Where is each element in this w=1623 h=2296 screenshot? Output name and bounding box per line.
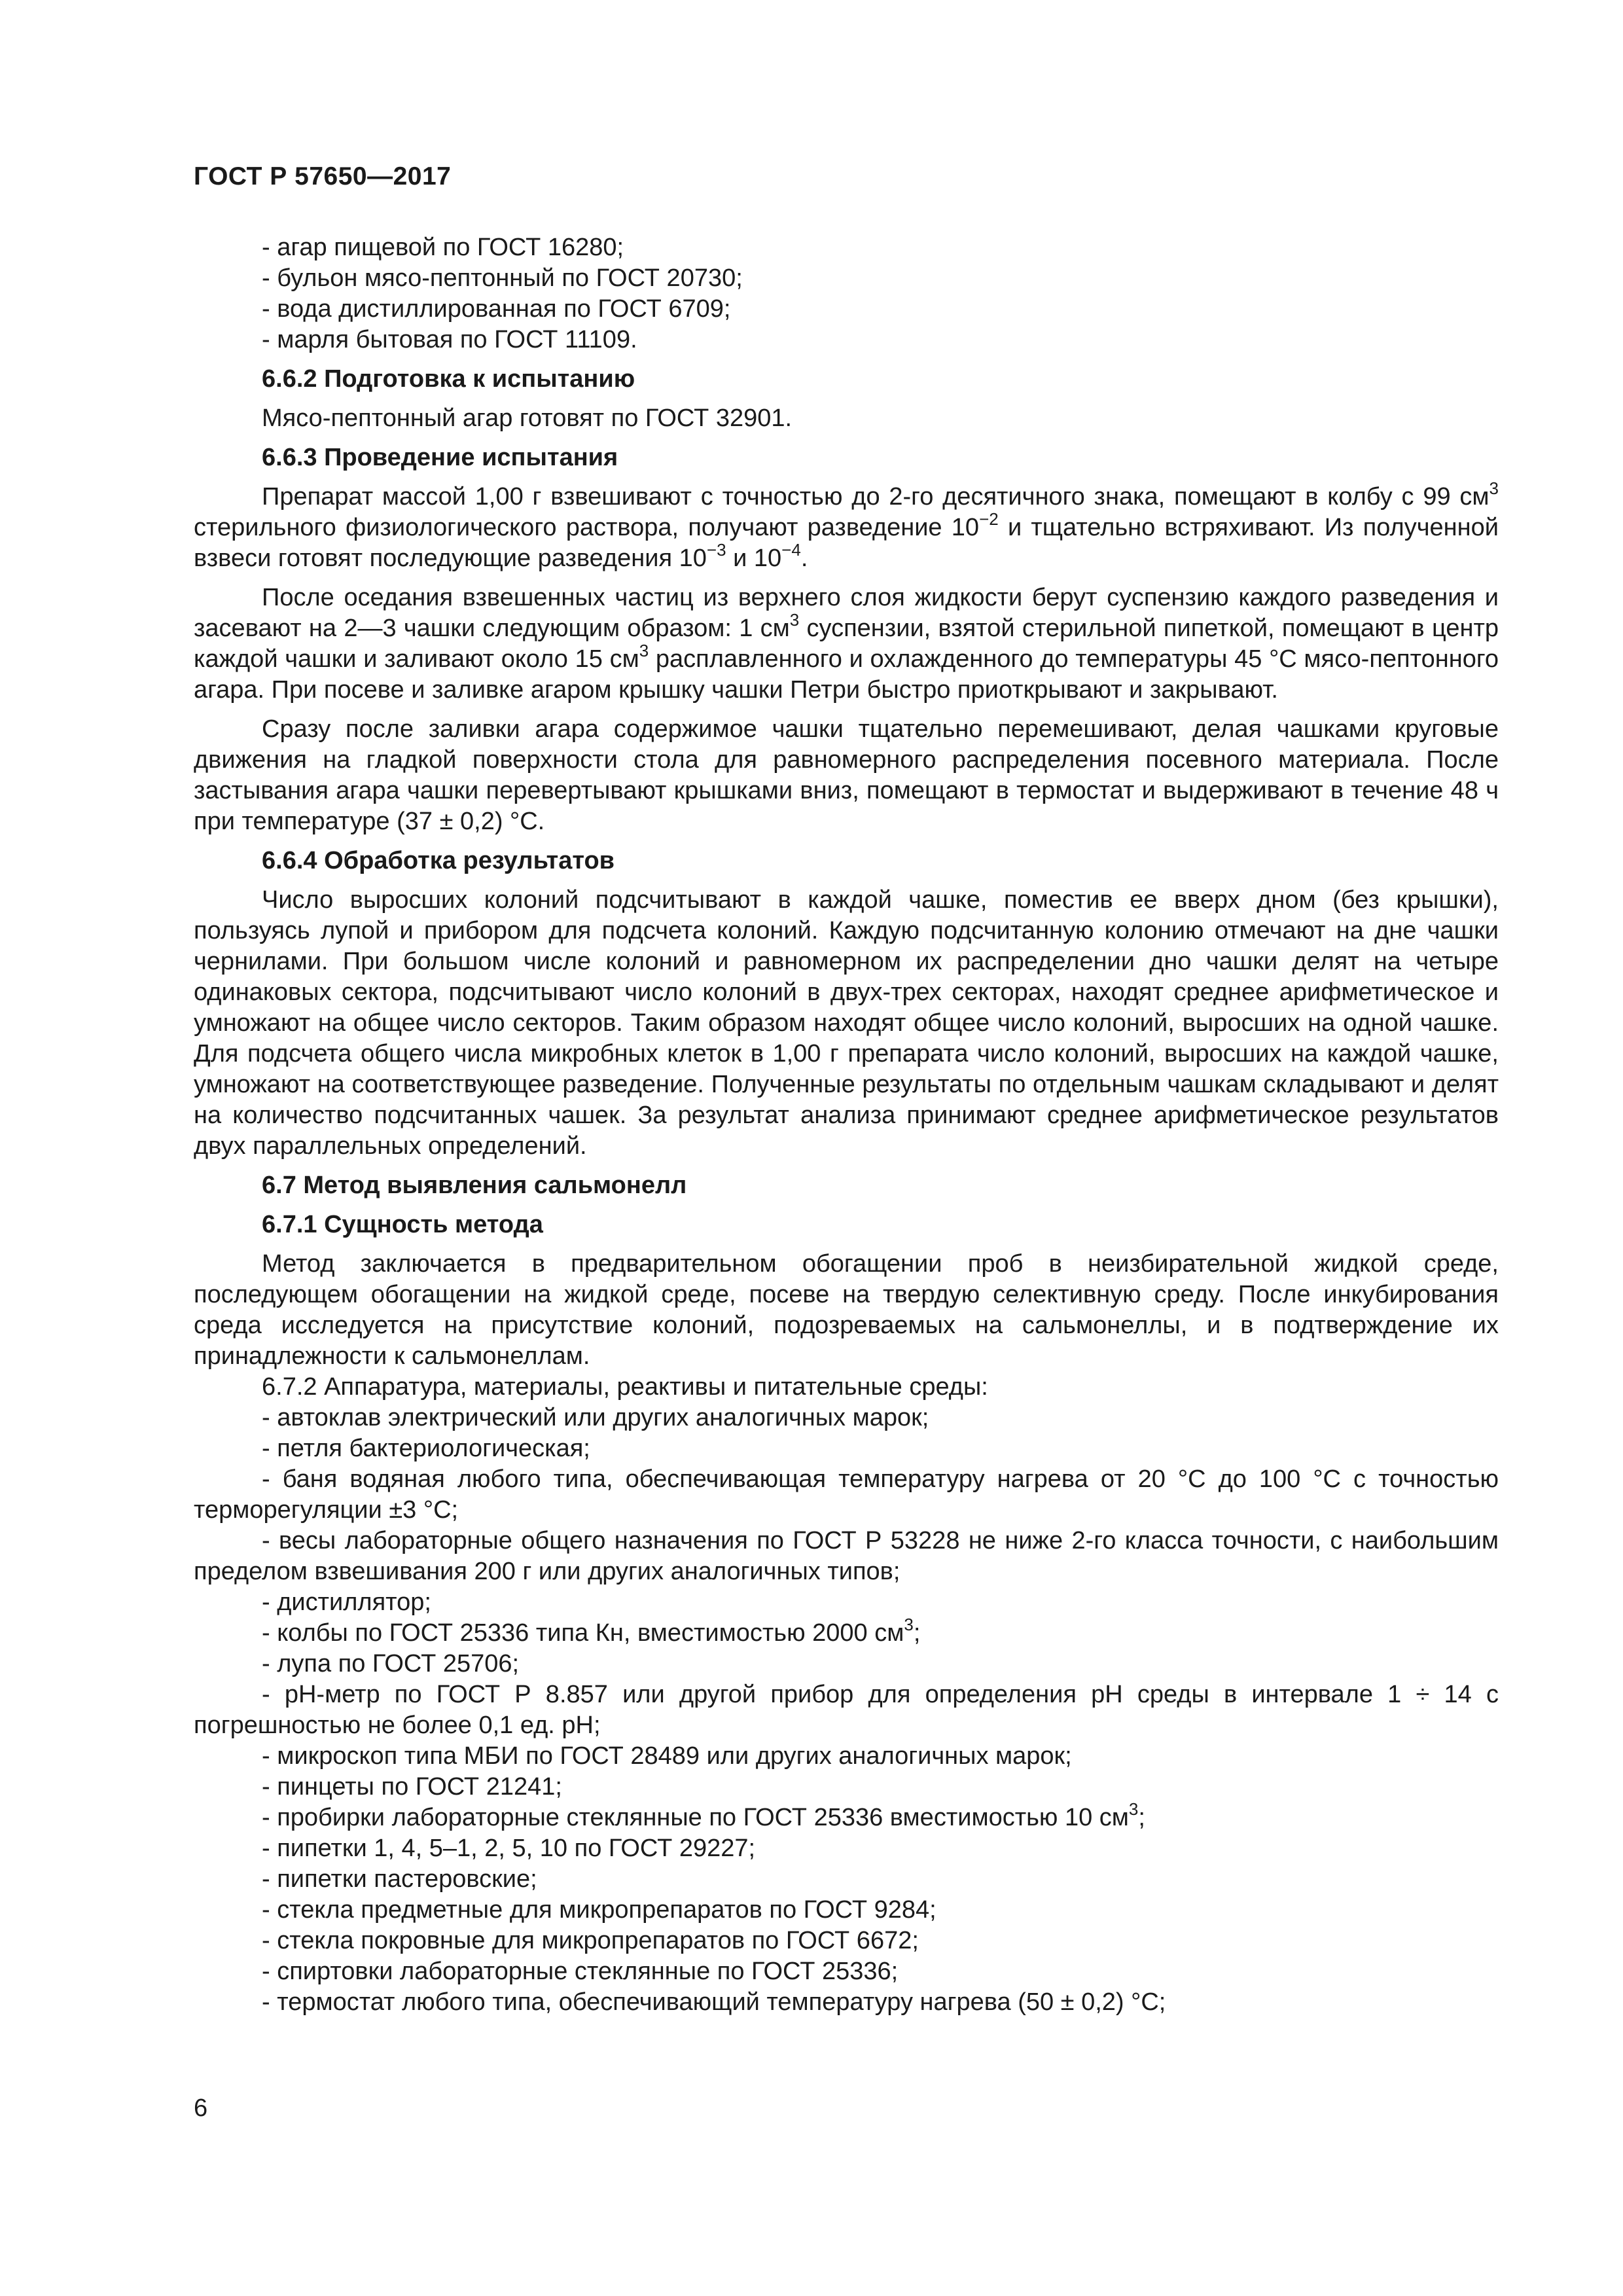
list-item: - автоклав электрический или других аналогичных марок; [262, 1404, 929, 1431]
list-item: - колбы по ГОСТ 25336 типа Кн, вместимостью 2000 $см^3$; [262, 1615, 921, 1647]
list-item: - баня водяная любого типа, обеспечивающая температуру нагрева от 20 °С до 100 °С с точностью терморегуляции ±3 °С; [194, 1465, 1499, 1524]
paragraph-6-6-4: Число выросших колоний подсчитывают в каждой чашке, поместив ее вверх дном (без крышки), пользуясь лупой и прибором для подсчета колоний. Каждую подсчитанную колонию отмечают на дне чашки чернилами. При большом числе колоний и равномерном их распределении дно чашки делят на четыре одинаковых сектора, подсчитывают число колоний в двух-трех секторах, находят среднее арифметическое и умножают на общее число секторов. Таким образом находят общее число колоний, выросших на одной чашке. Для подсчета общего числа микробных клеток в 1,00 г препарата число колоний, выросших на каждой чашке, умножают на соответствующее разведение. Полученные результаты по отдельным чашкам складывают и делят на количество подсчитанных чашек. За результат анализа принимают среднее арифметическое результатов двух параллельных определений. [194, 886, 1499, 1160]
paragraph-6-7-1: Метод заключается в предварительном обогащении проб в неизбирательной жидкой среде, последующем обогащении на жидкой среде, посеве на твердую селективную среду. После инкубирования среда исследуется на присутствие колоний, подозреваемых на сальмонеллы, и в подтверждение их принадлежности к сальмонеллам. [194, 1250, 1499, 1370]
page-body [194, 232, 1499, 2018]
document-code-header: ГОСТ Р 57650—2017 [194, 162, 452, 190]
section-heading-6-7: 6.7 Метод выявления сальмонелл [262, 1172, 687, 1199]
list-item: - пробирки лабораторные стеклянные по ГОСТ 25336 вместимостью 10 $см^3$; [262, 1799, 1145, 1831]
list-item: - петля бактериологическая; [262, 1435, 590, 1462]
list-item: - пипетки 1, 4, 5–1, 2, 5, 10 по ГОСТ 29227; [262, 1835, 756, 1862]
section-heading-6-6-4: 6.6.4 Обработка результатов [262, 847, 615, 874]
list-item: - вода дистиллированная по ГОСТ 6709; [262, 295, 731, 323]
section-intro-6-7-2: 6.7.2 Аппаратура, материалы, реактивы и питательные среды: [262, 1373, 988, 1401]
list-item: - лупа по ГОСТ 25706; [262, 1650, 520, 1677]
list-item: - стекла предметные для микропрепаратов по ГОСТ 9284; [262, 1896, 936, 1924]
list-item: - pH-метр по ГОСТ Р 8.857 или другой прибор для определения pH среды в интервале 1 ÷ 14 с погрешностью не более 0,1 ед. pH; [194, 1681, 1499, 1739]
list-item: - бульон мясо-пептонный по ГОСТ 20730; [262, 264, 743, 292]
list-item: - пипетки пастеровские; [262, 1865, 537, 1893]
paragraph-6-6-3-1: Препарат массой 1,00 г взвешивают с точностью до 2-го десятичного знака, помещают в колбу с 99 $см^3$ стерильного физиологического раствора, получают разведение $10^{-2}$ и тщательно встряхивают. Из полученной взвеси готовят последующие разведения $10^{-3}$ и $10^{-4}$. [194, 478, 1499, 572]
list-item: - спиртовки лабораторные стеклянные по ГОСТ 25336; [262, 1958, 899, 1985]
list-item: - микроскоп типа МБИ по ГОСТ 28489 или других аналогичных марок; [262, 1742, 1072, 1770]
paragraph-6-6-2: Мясо-пептонный агар готовят по ГОСТ 32901. [262, 404, 793, 432]
paragraph-6-6-3-2: После оседания взвешенных частиц из верхнего слоя жидкости берут суспензию каждого разведения и засевают на 2—3 чашки следующим образом: 1 $см^3$ суспензии, взятой стерильной пипеткой, помещают в центр каждой чашки и заливают около 15 $см^3$ расплавленного и охлажденного до температуры 45 °С мясо-пептонного агара. При посеве и заливке агаром крышку чашки Петри быстро приоткрывают и закрывают. [194, 584, 1499, 704]
list-item: - весы лабораторные общего назначения по ГОСТ Р 53228 не ниже 2-го класса точности, с наибольшим пределом взвешивания 200 г или других аналогичных типов; [194, 1527, 1499, 1585]
paragraph-6-6-3-3: Сразу после заливки агара содержимое чашки тщательно перемешивают, делая чашками круговые движения на гладкой поверхности стола для равномерного распределения посевного материала. После застывания агара чашки перевертывают крышками вниз, помещают в термостат и выдерживают в течение 48 ч при температуре (37 ± 0,2) °С. [194, 715, 1499, 835]
list-item: - агар пищевой по ГОСТ 16280; [262, 234, 624, 261]
list-item: - стекла покровные для микропрепаратов по ГОСТ 6672; [262, 1927, 919, 1954]
section-heading-6-6-2: 6.6.2 Подготовка к испытанию [262, 365, 635, 393]
list-item: - дистиллятор; [262, 1588, 431, 1616]
page-number: 6 [194, 2094, 208, 2122]
list-item: - термостат любого типа, обеспечивающий температуру нагрева (50 ± 0,2) °С; [262, 1988, 1166, 2016]
list-item: - марля бытовая по ГОСТ 11109. [262, 326, 637, 353]
section-heading-6-6-3: 6.6.3 Проведение испытания [262, 444, 618, 471]
list-item: - пинцеты по ГОСТ 21241; [262, 1773, 562, 1801]
section-heading-6-7-1: 6.7.1 Сущность метода [262, 1211, 543, 1238]
